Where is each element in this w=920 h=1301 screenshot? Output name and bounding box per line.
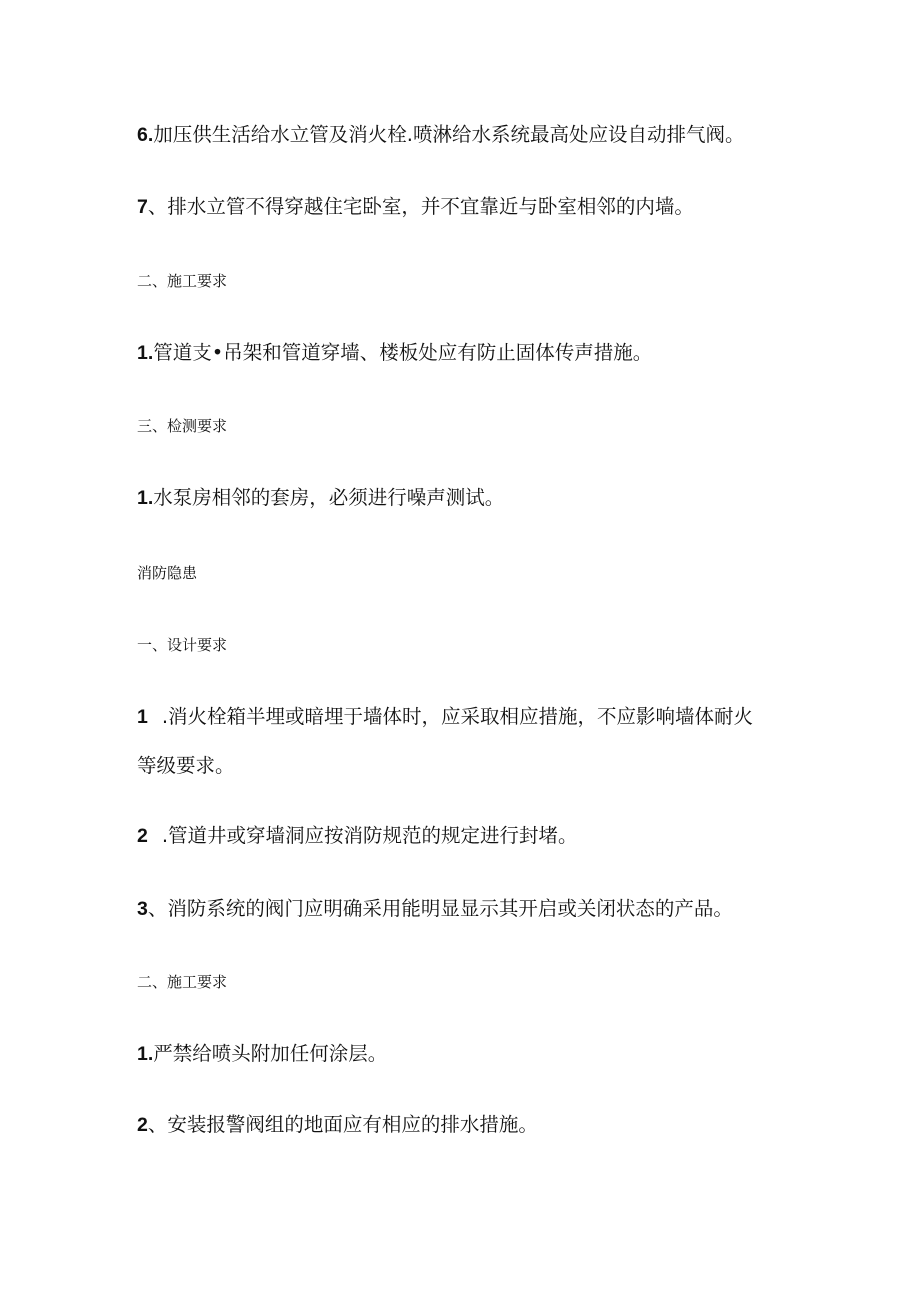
item-number: 1. (137, 1043, 154, 1065)
item-text: 、排水立管不得穿越住宅卧室，并不宜靠近与卧室相邻的内墙。 (147, 195, 694, 218)
section-heading-testing: 三、检测要求 (137, 417, 228, 435)
paragraph-item-2 (137, 1112, 860, 1138)
item-text: 、消防系统的阀门应明确采用能明显显示其开启或关闭状态的产品。 (147, 897, 733, 920)
item-text: 管道支•吊架和管道穿墙、楼板处应有防止固体传声措施。 (153, 341, 653, 364)
item-number: 1. (137, 342, 154, 364)
item-number: 3 (137, 898, 148, 920)
paragraph-continuation: 等级要求。 (137, 754, 235, 777)
paragraph-item-6 (137, 122, 860, 148)
item-text: .消火栓箱半埋或暗埋于墙体时，应采取相应措施，不应影响墙体耐火 (161, 705, 754, 728)
item-number: 2 (137, 825, 148, 847)
item-text: .管道井或穿墙洞应按消防规范的规定进行封堵。 (161, 824, 578, 847)
item-number: 1. (137, 487, 154, 509)
section-heading-construction: 二、施工要求 (137, 973, 228, 991)
section-title-fire-hazards: 消防隐患 (137, 564, 198, 582)
item-number: 2 (137, 1114, 148, 1136)
item-number: 6. (137, 124, 154, 146)
item-text: 水泵房相邻的套房，必须进行噪声测试。 (153, 486, 505, 509)
item-number: 7 (137, 196, 148, 218)
paragraph-item-3 (137, 896, 860, 922)
paragraph-item-2 (137, 823, 860, 849)
paragraph-item-1 (137, 704, 860, 730)
paragraph-item-1 (137, 340, 860, 366)
paragraph-item-7 (137, 194, 860, 220)
paragraph-item-1 (137, 485, 860, 511)
paragraph-item-1 (137, 1041, 860, 1067)
item-text: 加压供生活给水立管及消火栓.喷淋给水系统最高处应设自动排气阀。 (153, 123, 745, 146)
item-text: 严禁给喷头附加任何涂层。 (153, 1042, 388, 1065)
section-heading-design: 一、设计要求 (137, 636, 228, 654)
section-heading-construction: 二、施工要求 (137, 272, 228, 290)
item-text: 、安装报警阀组的地面应有相应的排水措施。 (147, 1113, 538, 1136)
item-number: 1 (137, 706, 148, 728)
